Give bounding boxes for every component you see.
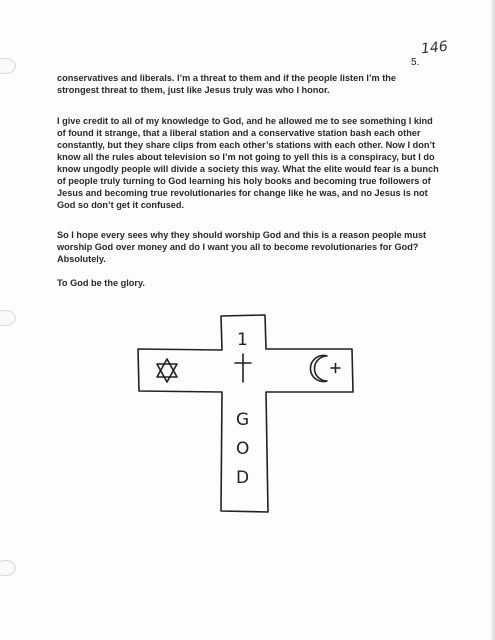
punch-hole	[0, 560, 16, 576]
latin-cross-icon	[235, 354, 251, 382]
paragraph: So I hope every sees why they should worship God and this is a reason people must worship God over money and do I want you all to become revolutionaries for God? Absolutely.	[57, 230, 427, 264]
cross-top-number: 1	[237, 330, 248, 350]
page-edge	[491, 0, 495, 640]
cross-outline	[138, 315, 353, 512]
punch-hole	[0, 310, 16, 326]
paragraph: To God be the glory.	[57, 278, 145, 288]
cross-letter-g: G	[236, 410, 250, 430]
cross-letter-d: D	[236, 468, 250, 488]
crescent-icon	[310, 356, 340, 382]
star-of-david-icon	[157, 359, 177, 382]
cross-letter-o: O	[236, 439, 250, 459]
paragraph: conservatives and liberals. I’m a threat to them and if the people listen I’m the strongest threat to them, just like Jesus truly was who I honor.	[57, 73, 397, 95]
paragraph: I give credit to all of my knowledge to God, and he allowed me to see something I kind of found it strange, that a liberal station and a conservative station bash each other constantly, but they share clips from each other’s stations with each other. Now I don’t know all the rules about television so I’m not going to yell this is a conspiracy, but I do know ungodly people will divide a society this way. What the elite would fear is a bunch of people truly turning to God learning his holy books and becoming true followers of Jesus and becoming true revolutionaries for change like he was, and no Jesus is not God so don’t get it confused.	[57, 116, 439, 210]
handwritten-page-number: 146	[420, 38, 449, 58]
punch-hole	[0, 58, 16, 74]
page-number: 5.	[411, 57, 420, 68]
